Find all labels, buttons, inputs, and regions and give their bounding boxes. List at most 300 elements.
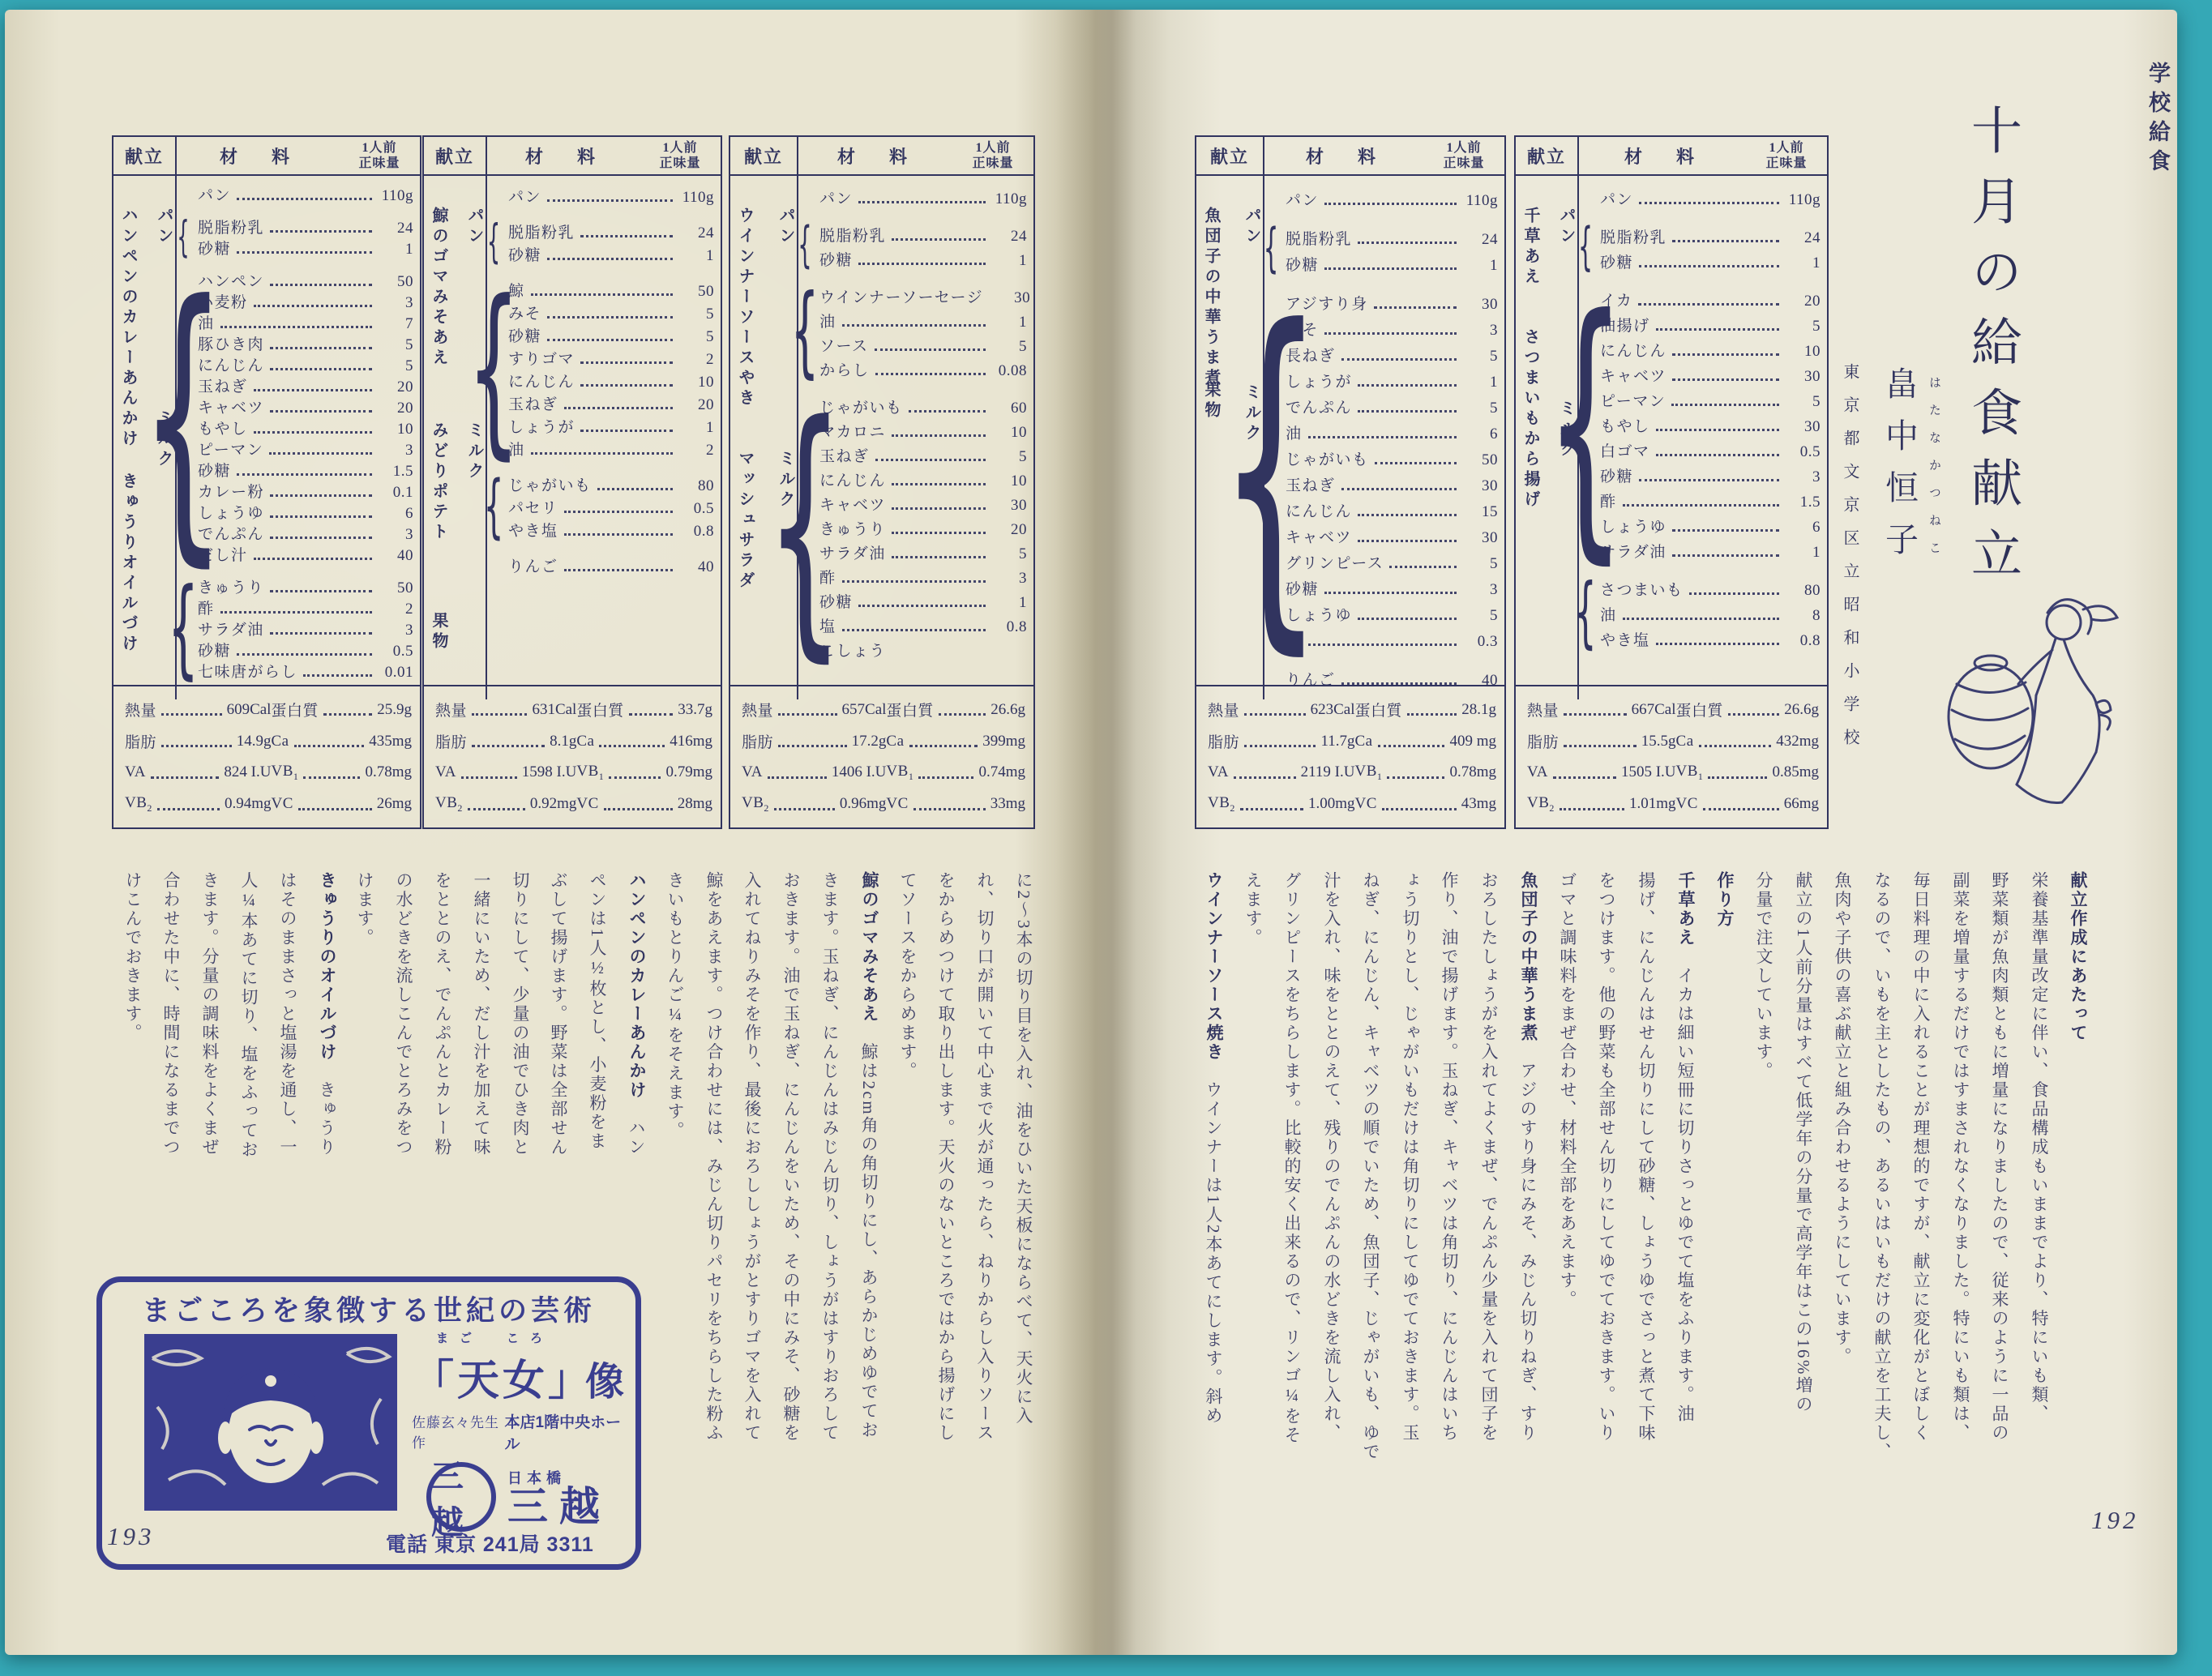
ingredient-name: にんじん: [1286, 503, 1353, 520]
dot-leader: [254, 556, 372, 560]
dot-leader: [1656, 327, 1779, 331]
ingredient-row: [508, 391, 714, 414]
ingredient-row: [1600, 625, 1821, 650]
dot-leader: [609, 775, 661, 779]
nutrition-cell: [435, 698, 576, 722]
article-left-column: きます。玉ねぎ、にんじんはみじん切り、しょうがはすりおろして: [820, 871, 840, 1443]
dot-leader: [629, 712, 673, 716]
ingredient-amount: 5: [1812, 393, 1821, 410]
ingredient-amount: 0.3: [1477, 633, 1498, 650]
dot-leader: [909, 408, 986, 413]
dot-leader: [547, 337, 673, 341]
dot-leader: [1389, 564, 1457, 568]
ingredient-row: [1286, 314, 1498, 340]
ingredient-group: [1587, 184, 1821, 209]
ingredient-row: [819, 307, 1027, 331]
dot-leader: [1234, 775, 1296, 779]
ingredient-row: [198, 237, 413, 259]
nutrition-value: 824 I.U: [224, 763, 272, 781]
nutrition-cell: [271, 729, 412, 754]
nutrition-value: 1406 I.U: [831, 763, 887, 781]
ingredient-name: パン: [508, 189, 542, 206]
ingredients-cell: [1577, 174, 1827, 699]
nutrition-cell: [435, 792, 576, 816]
nutrition-value: 623Cal: [1310, 700, 1355, 718]
ingredients-cell: [175, 174, 420, 699]
article-right-column: 魚肉や子供の喜ぶ献立と組み合わせるようにしています。: [1833, 871, 1852, 1366]
run-in-heading: 献立作成にあたって: [2069, 871, 2087, 1043]
run-in-heading: ウインナーソース焼き: [1204, 871, 1223, 1062]
ingredient-name: { ウインナーソーセージ: [819, 289, 984, 306]
ingredient-name: キャベツ: [819, 497, 887, 514]
ingredient-row: [819, 184, 1027, 208]
ingredient-row: [198, 597, 413, 618]
dot-leader: [254, 430, 372, 434]
ingredient-amount: 5: [1490, 607, 1498, 624]
ingredient-name: カレー粉: [198, 484, 265, 501]
run-in-heading: 鯨のゴマみそあえ: [860, 871, 879, 1024]
ingredient-name: やき塩: [508, 523, 558, 540]
ingredient-amount: 24: [1482, 231, 1498, 248]
ingredient-row: [1286, 521, 1498, 547]
ingredient-name: でんぷん: [1286, 400, 1353, 417]
nutrition-label: 蛋白質: [886, 703, 934, 720]
nutrition-value: 28mg: [677, 795, 712, 813]
ingredient-name: { ハンペン: [198, 273, 265, 290]
ingredient-amount: 5: [1812, 318, 1821, 335]
ingredient-name: { 脱脂粉乳: [508, 224, 575, 242]
ingredient-amount: 2: [706, 351, 714, 368]
nutrition-cell: [1676, 729, 1819, 754]
dot-leader: [1638, 301, 1779, 306]
dot-leader: [580, 360, 673, 364]
dot-leader: [1375, 460, 1457, 464]
dot-leader: [892, 237, 986, 241]
nutrition-label: 熱量: [1527, 703, 1560, 720]
dot-leader: [604, 806, 673, 810]
dot-leader: [472, 743, 545, 747]
dot-leader: [237, 652, 372, 656]
statue-name-suffix: 像: [584, 1361, 624, 1404]
dot-leader: [1672, 352, 1779, 356]
table-header-ingredients: 材 料: [1305, 146, 1384, 167]
article-right-column: 副菜を増量するだけではすまされなくなりました。特にいも類は、: [1951, 871, 1970, 1443]
ingredient-amount: 6: [405, 505, 413, 522]
ingredient-name: だし汁: [198, 547, 248, 564]
nutrition-cell: [125, 760, 271, 785]
dot-leader: [161, 743, 232, 747]
article-right-column: えます。: [1243, 871, 1263, 947]
article-right-column: をつけます。他の野菜も全部せん切りにしてゆでておきます。いり: [1597, 871, 1616, 1443]
ingredient-row: [1286, 443, 1498, 469]
ingredient-amount: 6: [1490, 425, 1498, 443]
article-right-column: ウインナーソース焼き ウインナーは1人2本あてにします。斜め: [1204, 871, 1223, 1426]
ingredient-name: でんぷん: [198, 526, 265, 543]
ingredient-amount: 20: [397, 400, 413, 417]
ingredient-name: 砂糖: [508, 247, 542, 264]
ingredient-name: 油揚げ: [1600, 318, 1650, 335]
ingredient-amount: 5: [405, 336, 413, 353]
ingredient-row: [198, 216, 413, 237]
ingredient-name: にんじん: [819, 472, 887, 490]
ingredient-amount: 6: [1812, 519, 1821, 536]
page-number-left: 193: [107, 1522, 155, 1550]
ingredient-row: [198, 523, 413, 544]
dot-leader: [1639, 200, 1779, 204]
nutrition-value: 15.5g: [1641, 732, 1676, 750]
menu-item: きゅうりオイルづけ: [119, 472, 137, 655]
dot-leader: [597, 486, 673, 490]
nutrition-cell: [435, 729, 576, 754]
nutrition-label: 熱量: [125, 703, 157, 720]
ingredient-amount: 24: [397, 220, 413, 237]
ingredient-row: [819, 417, 1027, 442]
ingredient-group: [1273, 184, 1498, 210]
menu-item: 魚団子の中華うま煮: [1202, 207, 1220, 389]
nutrition-label: VC: [271, 795, 293, 813]
ingredient-name: 酢: [1600, 494, 1617, 511]
ingredient-row: [508, 323, 714, 346]
ingredient-name: にんじん: [198, 357, 265, 374]
ingredient-name: パン: [1600, 191, 1634, 208]
dot-leader: [270, 366, 372, 370]
dot-leader: [1308, 434, 1457, 438]
ingredient-name: 小麦粉: [198, 294, 248, 311]
dot-leader: [564, 532, 673, 536]
nutrition-label: 熱量: [742, 703, 774, 720]
ingredient-name: 塩: [1286, 633, 1303, 650]
ingredient-name: { 脱脂粉乳: [819, 228, 887, 245]
ingredient-name: ソース: [819, 338, 869, 355]
page-gutter: [1055, 10, 1169, 1655]
article-right-column: 魚団子の中華うま煮 アジのすり身にみそ、みじん切りねぎ、すり: [1518, 871, 1538, 1443]
ingredient-amount: 15: [1482, 503, 1498, 520]
ingredient-row: [1286, 547, 1498, 573]
dot-leader: [909, 743, 978, 747]
ingredient-name: みそ: [508, 306, 542, 323]
article-left-column: 鯨をあえます。つけ合わせには、みじん切りパセリをちらした粉ふ: [704, 871, 724, 1443]
nutrition-label: 脂肪: [742, 734, 774, 752]
nutrition-cell: [1354, 729, 1496, 754]
ingredient-row: [1600, 575, 1821, 600]
ingredient-name: 砂糖: [1286, 257, 1320, 274]
dot-leader: [1560, 806, 1624, 810]
ingredient-name: すりゴマ: [508, 351, 575, 368]
ingredient-amount: 3: [1812, 468, 1821, 485]
nutrition-label: VA: [742, 763, 763, 781]
article-left-column: きいもとりんご¼をそえます。: [665, 871, 685, 1140]
ingredient-amount: 5: [1019, 338, 1027, 355]
ingredient-amount: 1: [1812, 254, 1821, 271]
nutrition-value: 66mg: [1783, 795, 1819, 813]
nutrition-label: Ca: [271, 732, 289, 750]
article-right-column: 揚げ、にんじんはせん切りにして砂糖、しょうゆでさっと煮て下味: [1637, 871, 1656, 1443]
ingredient-row: [1286, 625, 1498, 651]
ingredient-row: [198, 396, 413, 417]
ingredient-amount: 60: [1011, 400, 1027, 417]
dot-leader: [858, 603, 986, 607]
ingredient-name: 玉ねぎ: [819, 448, 870, 465]
nutrition-label: $VB_2$: [125, 793, 152, 814]
nutrition-label: Ca: [1354, 732, 1373, 750]
dot-leader: [472, 712, 527, 716]
nutrition-value: 667Cal: [1631, 700, 1676, 718]
ingredient-name: { さつまいも: [1600, 582, 1684, 599]
ingredient-row: [1600, 247, 1821, 272]
dot-leader: [892, 481, 986, 485]
dot-leader: [858, 261, 986, 265]
nutrition-cell: [1676, 698, 1819, 722]
dot-leader: [237, 196, 372, 200]
nutrition-label: $VB_1$: [576, 762, 605, 782]
nutrition-value: 25.9g: [377, 700, 412, 718]
ingredient-amount: 0.01: [384, 664, 413, 681]
menu-item: ミルク: [155, 409, 173, 470]
run-in-heading: 作り方: [1715, 871, 1734, 929]
dot-leader: [161, 712, 222, 716]
table-header-serving: 1人前 正味量: [1765, 140, 1808, 170]
ingredients-cell: [1263, 174, 1504, 699]
dot-leader: [599, 743, 665, 747]
nutrition-label: VA: [1208, 763, 1229, 781]
nutrition-value: 43mg: [1461, 795, 1496, 813]
ingredient-row: [1286, 366, 1498, 391]
ingredient-row: [1600, 486, 1821, 511]
nutrition-cell: [435, 760, 576, 785]
ingredient-amount: 30: [1482, 477, 1498, 494]
nutrition-cell: [886, 792, 1025, 816]
ingredient-amount: 0.5: [1799, 443, 1821, 460]
ingredient-name: 砂糖: [198, 643, 232, 660]
dot-leader: [580, 233, 673, 237]
ingredient-name: キャベツ: [198, 400, 265, 417]
article-right-column: 作り、油で揚げます。玉ねぎ、キャベツは角切り、にんじんはいち: [1440, 871, 1459, 1443]
ingredient-row: [508, 472, 714, 495]
ingredient-name: からし: [819, 362, 870, 379]
ingredient-name: キャベツ: [1286, 529, 1353, 546]
ingredient-amount: 50: [397, 273, 413, 290]
ingredient-row: [198, 417, 413, 438]
ingredient-amount: 3: [405, 622, 413, 639]
dot-leader: [547, 314, 673, 319]
ingredient-name: こしょう: [819, 643, 887, 660]
dot-leader: [270, 345, 372, 349]
dot-leader: [1564, 743, 1637, 747]
dot-leader: [237, 250, 372, 254]
ingredient-name: { イカ: [1600, 293, 1633, 310]
ingredient-group: [807, 184, 1027, 208]
dot-leader: [1358, 383, 1457, 387]
dot-leader: [892, 433, 986, 437]
nutrition-value: 609Cal: [226, 700, 272, 718]
dot-leader: [774, 806, 835, 810]
ingredient-row: [508, 518, 714, 541]
ingredient-name: 油: [819, 314, 836, 331]
ingredient-amount: 1: [706, 247, 714, 264]
ingredient-amount: 110g: [1788, 191, 1821, 208]
article-title: 十月の給食献立: [1964, 104, 2021, 597]
nutrition-cell: [886, 698, 1025, 722]
author-school: 東京都文京区立昭和小学校: [1841, 363, 1859, 762]
dot-leader: [151, 775, 219, 779]
ingredient-row: [1600, 222, 1821, 247]
ingredient-name: ピーマン: [1600, 393, 1666, 410]
nutrition-cell: [1208, 729, 1354, 754]
ingredient-row: [508, 301, 714, 323]
ingredient-row: [508, 184, 714, 207]
ingredient-amount: 3: [1490, 581, 1498, 598]
nutrition-cell: [576, 792, 712, 816]
nutrition-cell: [271, 760, 412, 785]
ingredient-row: [1600, 537, 1821, 562]
ingredient-row: [508, 278, 714, 301]
dot-leader: [461, 775, 517, 779]
ingredient-amount: 110g: [1465, 192, 1498, 209]
table-header-ingredients: 材 料: [1624, 146, 1702, 167]
dot-leader: [220, 609, 372, 614]
article-right-column: おろしたしょうがを入れてよくまぜ、でんぷん少量を入れて団子を: [1479, 871, 1499, 1443]
ingredient-name: 油: [508, 442, 525, 459]
ingredient-name: りんご: [508, 558, 558, 575]
dot-leader: [1564, 712, 1627, 716]
dot-leader: [1672, 238, 1779, 242]
dot-leader: [875, 457, 986, 461]
ingredient-amount: 8: [1812, 607, 1821, 624]
article-right-column: [1716, 871, 1733, 1479]
dot-leader: [1358, 512, 1457, 516]
ingredient-group: [185, 576, 413, 682]
ingredient-name: じゃがいも: [1286, 451, 1369, 468]
ingredient-name: パン: [1286, 192, 1320, 209]
nutrition-value: 0.96mg: [839, 795, 887, 813]
menu-item: パン: [465, 207, 483, 247]
article-right-column: 毎日料理の中に入れることが理想的ですが、献立に変化がとぼしく: [1911, 871, 1931, 1443]
ingredient-group: [495, 220, 714, 265]
nutrition-cell: [1676, 792, 1819, 816]
dot-leader: [294, 743, 365, 747]
nutrition-value: 0.78mg: [365, 763, 412, 781]
nutrition-cell: [742, 792, 886, 816]
dot-leader: [547, 256, 673, 260]
nutrition-cell: [576, 729, 712, 754]
ingredient-row: [819, 612, 1027, 636]
ad-store-name: 三越: [507, 1484, 611, 1530]
ingredient-amount: 3: [1490, 322, 1498, 339]
ad-artist: 佐藤玄々先生作: [412, 1415, 499, 1451]
menu-table-3: [729, 135, 1035, 829]
dot-leader: [778, 712, 837, 716]
table-header: [113, 137, 420, 176]
article-right-column: 栄養基準量改定に伴い、食品構成もいままでより、特にいも類、: [2030, 871, 2049, 1424]
table-header-serving: 1人前 正味量: [972, 140, 1014, 170]
article-right-column: ねぎ、にんじん、キャベツの順でいため、魚団子、じゃがいも、ゆで: [1361, 871, 1380, 1462]
run-in-heading: ハンペンのカレーあんかけ: [627, 871, 646, 1100]
article-left-column: をからめつけて取り出します。天火のないところではから揚げにし: [936, 871, 956, 1443]
nutrition-label: 熱量: [435, 703, 468, 720]
article-left-column: きゅうりのオイルづけ きゅうり: [317, 871, 336, 1157]
article-right-column: 汁を入れ、味をととのえて、残りのでんぷんの水どきを流し入れ、: [1322, 871, 1341, 1443]
dot-leader: [269, 451, 372, 455]
dot-leader: [1244, 712, 1306, 716]
dot-leader: [1358, 408, 1457, 413]
menu-item: ミルク: [777, 450, 794, 511]
dot-leader: [1639, 477, 1779, 481]
ingredient-amount: 5: [1019, 545, 1027, 562]
ingredient-name: { アジすり身: [1286, 296, 1368, 313]
dot-leader: [254, 387, 372, 391]
ingredient-amount: 1: [1019, 314, 1027, 331]
ingredient-amount: 80: [698, 477, 714, 494]
dot-leader: [1656, 427, 1779, 431]
dot-leader: [580, 383, 673, 387]
ingredient-name: しょうゆ: [198, 505, 265, 522]
ingredient-group: [807, 393, 1027, 661]
dot-leader: [1374, 305, 1457, 309]
article-left-column: 合わせた中に、時間になるまでつ: [161, 871, 181, 1157]
ingredient-row: [1600, 336, 1821, 361]
article-right-column: ゴマと調味料をまぜ合わせ、材料全部をあえます。: [1558, 871, 1577, 1310]
nutrition-value: 399mg: [982, 732, 1025, 750]
ingredient-name: しょうゆ: [1600, 519, 1667, 536]
ingredient-name: 砂糖: [819, 252, 854, 269]
ingredient-name: キャベツ: [1600, 368, 1667, 385]
nutrition-label: VA: [435, 763, 456, 781]
spread: [5, 10, 2177, 1655]
ingredient-name: やき塩: [1600, 632, 1650, 649]
ingredient-row: [198, 375, 413, 396]
nutrition-cell: [1354, 698, 1496, 722]
ingredient-amount: 24: [698, 224, 714, 242]
article-left-column: れ、切り口が開いて中心まで火が通ったら、ねりからし入りソース: [975, 871, 995, 1443]
ingredient-amount: 1: [1490, 374, 1498, 391]
ingredient-row: [198, 270, 413, 291]
ingredient-amount: 24: [1804, 229, 1821, 246]
ingredient-amount: 20: [698, 396, 714, 413]
table-header-menu: 献立: [1209, 146, 1249, 167]
mitsukoshi-logo-icon: 三越: [426, 1462, 496, 1532]
nutrition-label: VC: [1354, 795, 1377, 813]
ingredient-amount: 1: [1490, 257, 1498, 274]
ingredient-name: 塩: [819, 618, 836, 635]
article-left-column: に2〜3本の切り目を入れ、油をひいた天板にならべて、天火に入: [1014, 871, 1033, 1426]
ingredient-row: [819, 393, 1027, 417]
ingredient-amount: 2: [405, 601, 413, 618]
menu-item: 鯨のゴマみそあえ: [430, 207, 447, 369]
ingredient-row: [1600, 461, 1821, 486]
nutrition-label: Ca: [1675, 732, 1694, 750]
nutrition-label: $VB_1$: [271, 762, 299, 782]
nutrition-value: 17.2g: [851, 732, 887, 750]
nutrition-label: VC: [576, 795, 599, 813]
ingredient-amount: 1: [405, 241, 413, 258]
table-header-menu: 献立: [743, 146, 783, 167]
dot-leader: [1324, 590, 1457, 594]
ingredient-group: [1587, 575, 1821, 650]
ingredient-name: { 脱脂粉乳: [1600, 229, 1667, 246]
nutrition-value: 33mg: [990, 795, 1025, 813]
page-number-right: 192: [2091, 1506, 2139, 1534]
nutrition-value: 8.1g: [550, 732, 577, 750]
ingredient-amount: 1.5: [392, 463, 413, 480]
nutrition-label: 蛋白質: [576, 703, 624, 720]
ingredient-name: { 脱脂粉乳: [1286, 231, 1353, 248]
menu-item: パン: [1243, 207, 1260, 247]
nutrition-label: Ca: [886, 732, 905, 750]
ingredient-name: 豚ひき肉: [198, 336, 265, 353]
menu-table-5: [1514, 135, 1829, 829]
ingredient-amount: 5: [706, 306, 714, 323]
nutrition-box: [1196, 685, 1504, 827]
